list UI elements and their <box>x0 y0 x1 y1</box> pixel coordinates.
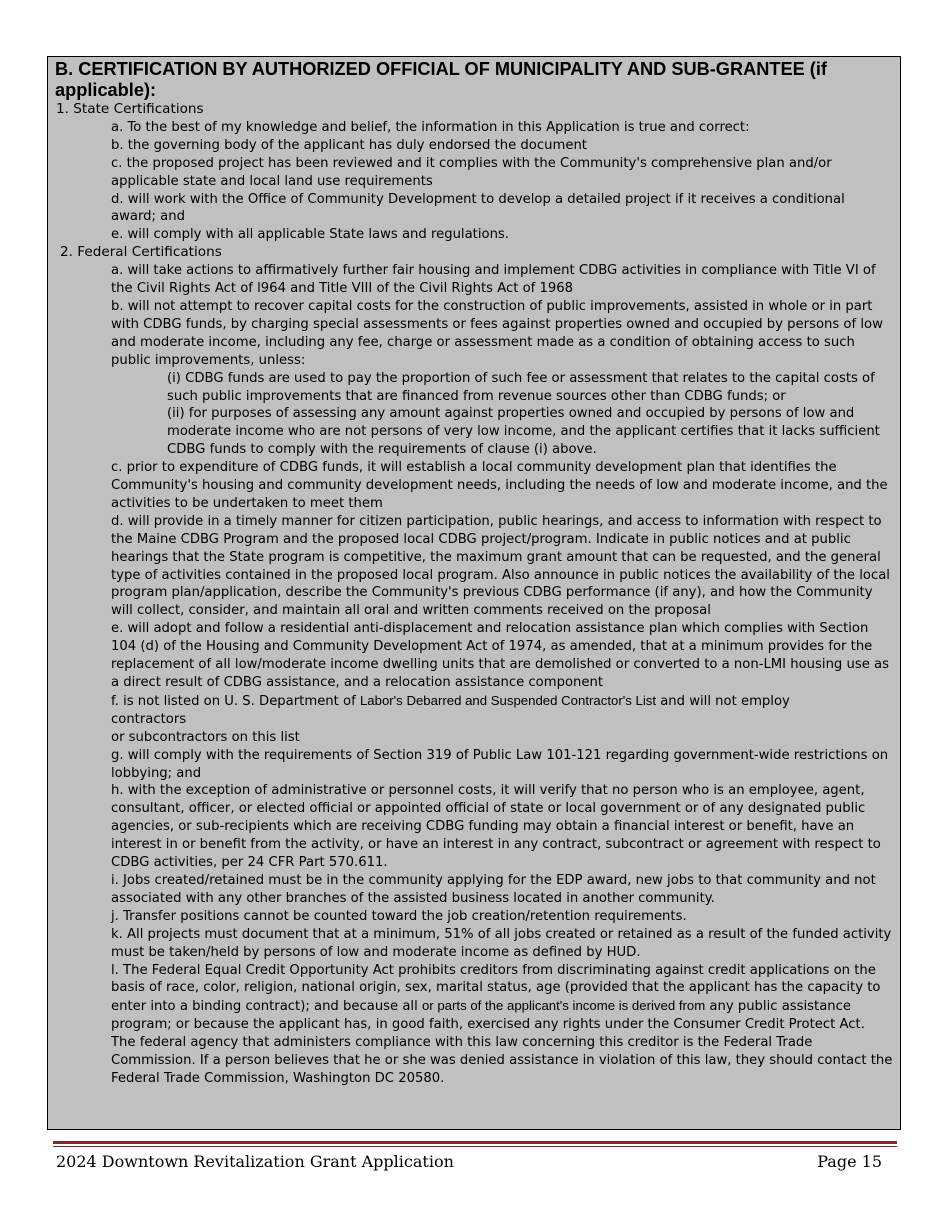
federal-item-b: b. will not attempt to recover capital costs for the construction of public improvements, assisted in whole or in part with CDBG funds, by charging special assessments or fees against properties owned and occupied by persons of low and moderate income, including any fee, charge or assessment made as a condition of obtaining access to such public improvements, unless: <box>111 298 883 368</box>
state-item-b: b. the governing body of the applicant has duly endorsed the document <box>111 137 587 153</box>
footer-document-title: 2024 Downtown Revitalization Grant Application <box>56 1152 454 1171</box>
federal-item-d: d. will provide in a timely manner for citizen participation, public hearings, and access to information with respect to the Maine CDBG Program and the proposed local CDBG project/program. Indicate in public notices and at public hearings that the State program is competitive, the maximum grant amount that can be requested, and the general type of activities contained in the proposed local program. Also announce in public notices the availability of the local program plan/application, describe the Community's previous CDBG performance (if any), and how the Community will collect, consider, and maintain all oral and written comments received on the proposal <box>111 513 890 619</box>
federal-item-b-i: (i) CDBG funds are used to pay the proportion of such fee or assessment that relates to the capital costs of such public improvements that are financed from revenue sources other than CDBG funds; or <box>167 370 875 404</box>
federal-item-i: i. Jobs created/retained must be in the community applying for the EDP award, new jobs to that community and not associated with any other branches of the assisted business located in another community. <box>111 872 876 906</box>
state-item-d: d. will work with the Office of Community Development to develop a detailed project if it receives a conditional award; and <box>111 191 845 225</box>
state-item-a: a. To the best of my knowledge and belief, the information in this Application is true and correct: <box>111 119 750 135</box>
footer-page-number: Page 15 <box>817 1152 882 1171</box>
federal-item-l <box>55 962 893 1088</box>
federal-item-k: k. All projects must document that at a minimum, 51% of all jobs created or retained as a result of the funded activity must be taken/held by persons of low and moderate income as defined by HUD. <box>111 926 892 960</box>
federal-item-f-text-1: f. is not listed on U. S. Department of <box>111 693 360 709</box>
federal-item-g: g. will comply with the requirements of Section 319 of Public Law 101-121 regarding government-wide restrictions on lobbying; and <box>111 747 889 781</box>
state-certifications-heading: 1. State Certifications <box>56 101 204 117</box>
footer-rule-thick <box>53 1141 897 1144</box>
federal-item-l-text-1: l. The Federal Equal Credit Opportunity Act prohibits creditors from discriminating against credit applications on the basis of race, color, religion, national origin, sex, marital status, age (provided that the applicant has the capacity to enter into a binding contract); and because all <box>111 962 881 1015</box>
federal-item-b-ii: (ii) for purposes of assessing any amount against properties owned and occupied by persons of low and moderate income who are not persons of very low income, and the applicant certifies that it lacks sufficient CDBG funds to comply with the requirements of clause (i) above. <box>167 406 880 458</box>
federal-item-e: e. will adopt and follow a residential anti-displacement and relocation assistance plan which complies with Section 104 (d) of the Housing and Community Development Act of 1974, as amended, that at a minimum provides for the replacement of all low/moderate income dwelling units that are demolished or converted to a non-LMI housing use as a direct result of CDBG assistance, and a relocation assistance component <box>111 621 889 690</box>
federal-item-f-line2: contractors <box>111 711 187 727</box>
federal-item-l-text-3: any public assistance program; or because the applicant has, in good faith, exercised any rights under the Consumer Credit Protect Act. The federal agency that administers compliance with this law concerning this creditor is the Federal Trade Commission. If a person believes that he or she was denied assistance in violation of this law, they should contact the Federal Trade Commission, Washington DC 20580. <box>111 999 893 1086</box>
federal-item-f <box>55 692 893 711</box>
federal-item-h: h. with the exception of administrative or personnel costs, it will verify that no person who is an employee, agent, consultant, officer, or elected official or appointed official of state or local government or of any designated public agencies, or sub-recipients which are receiving CDBG funding may obtain a financial interest or benefit, have an interest in or benefit from the activity, or have an interest in any contract, subcontract or agreement with respect to CDBG activities, per 24 CFR Part 570.611. <box>111 783 881 871</box>
federal-item-f-text-3: and will not employ <box>656 693 790 709</box>
federal-item-a: a. will take actions to affirmatively further fair housing and implement CDBG activities in compliance with Title VI of the Civil Rights Act of l964 and Title VIII of the Civil Rights Act of 1968 <box>111 263 876 297</box>
federal-item-c: c. prior to expenditure of CDBG funds, it will establish a local community development plan that identifies the Community's housing and community development needs, including the needs of low and moderate income, and the activities to be undertaken to meet them <box>111 460 888 511</box>
federal-certifications-heading: 2. Federal Certifications <box>60 244 222 261</box>
federal-item-f-text-2: Labor's Debarred and Suspended Contractor's List <box>359 692 657 708</box>
federal-item-l-text-2: or parts of the applicant's income is derived from <box>421 998 706 1014</box>
state-item-c: c. the proposed project has been reviewed and it complies with the Community's comprehensive plan and/or applicable state and local land use requirements <box>111 155 832 189</box>
federal-item-j: j. Transfer positions cannot be counted toward the job creation/retention requirements. <box>111 908 687 924</box>
footer-rule-thin <box>53 1146 897 1147</box>
state-item-e: e. will comply with all applicable State laws and regulations. <box>111 227 509 243</box>
certification-section <box>47 56 901 1130</box>
section-title: B. CERTIFICATION BY AUTHORIZED OFFICIAL OF MUNICIPALITY AND SUB-GRANTEE (if applicable): <box>55 59 827 100</box>
federal-item-f-line3: or subcontractors on this list <box>111 729 300 745</box>
